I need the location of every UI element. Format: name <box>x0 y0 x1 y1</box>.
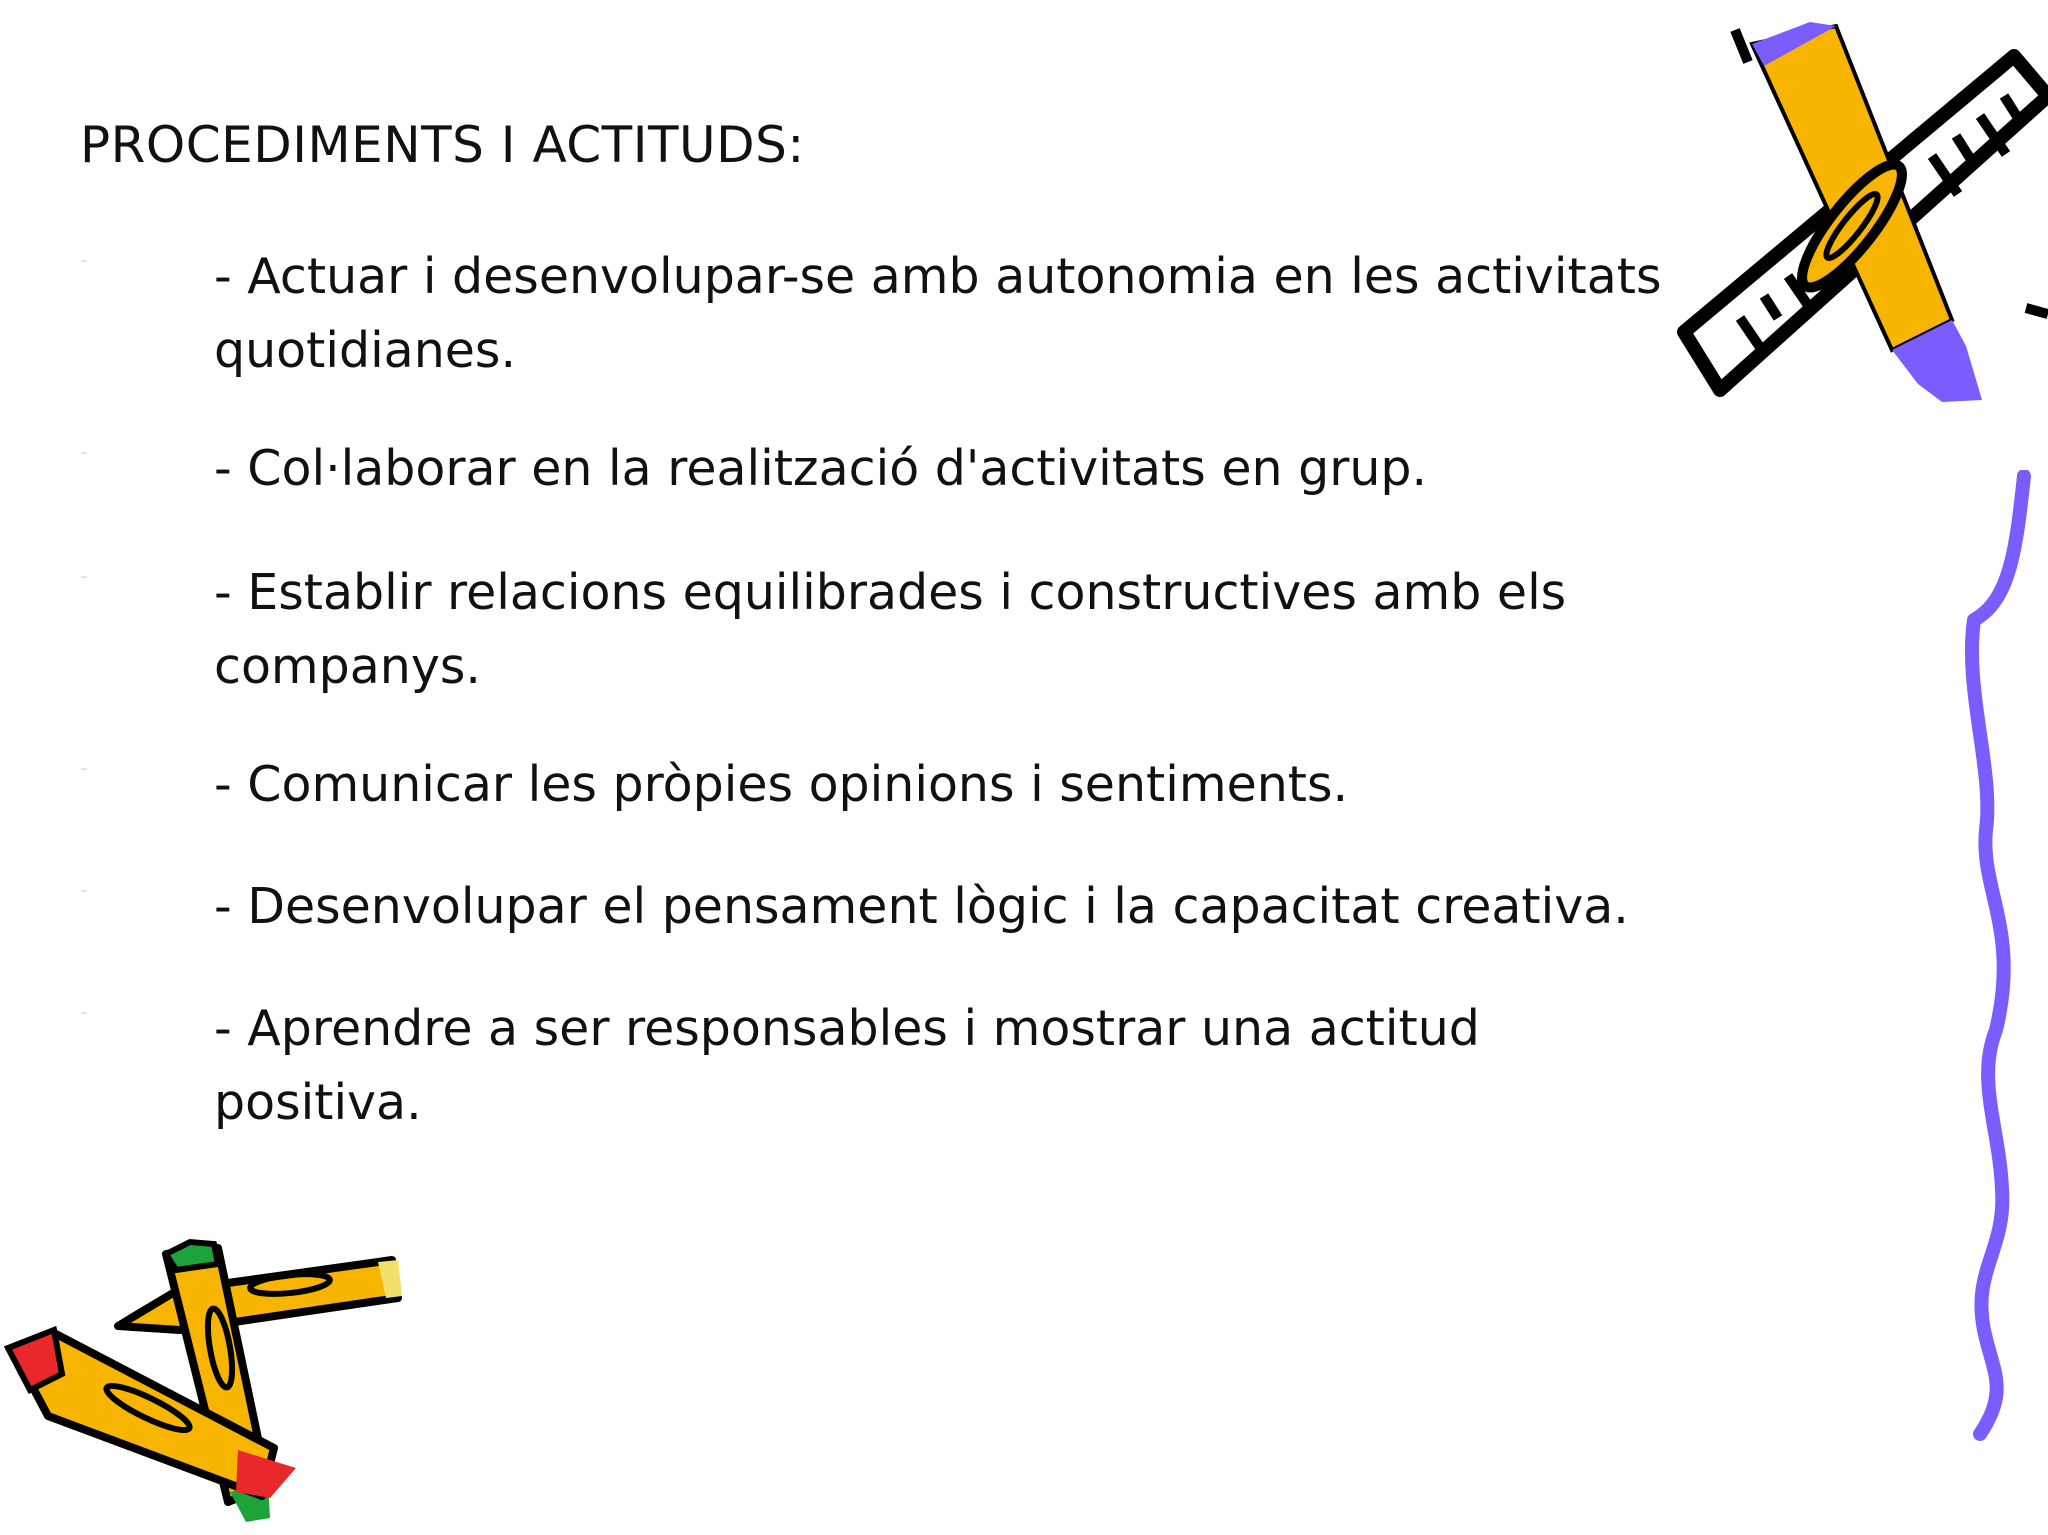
list-item-text: - Aprendre a ser responsables i mostrar una actitud positiva. <box>214 1000 1480 1131</box>
pencil-ruler-clipart <box>1660 0 2048 500</box>
list-item-text: - Comunicar les pròpies opinions i sentiments. <box>214 756 1349 813</box>
bullet-marker: - <box>80 878 88 903</box>
bullet-marker: - <box>80 1000 88 1025</box>
crayon-icon-yellow <box>118 1260 402 1330</box>
list-item-text: - Actuar i desenvolupar-se amb autonomia en les activitats quotidianes. <box>214 248 1662 379</box>
slide-title: PROCEDIMENTS I ACTITUDS: <box>80 116 805 174</box>
list-item-text: - Desenvolupar el pensament lògic i la capacitat creativa. <box>214 878 1629 935</box>
wavy-line <box>1940 470 2048 1450</box>
list-item-text: - Col·laborar en la realització d'activitats en grup. <box>214 440 1428 497</box>
bullet-marker: - <box>80 756 88 781</box>
list-item-text: - Establir relacions equilibrades i constructives amb els companys. <box>214 564 1567 695</box>
bullet-marker: - <box>80 248 88 273</box>
bullet-marker: - <box>80 564 88 589</box>
bullet-marker: - <box>80 440 88 465</box>
crayons-clipart <box>0 1230 420 1530</box>
